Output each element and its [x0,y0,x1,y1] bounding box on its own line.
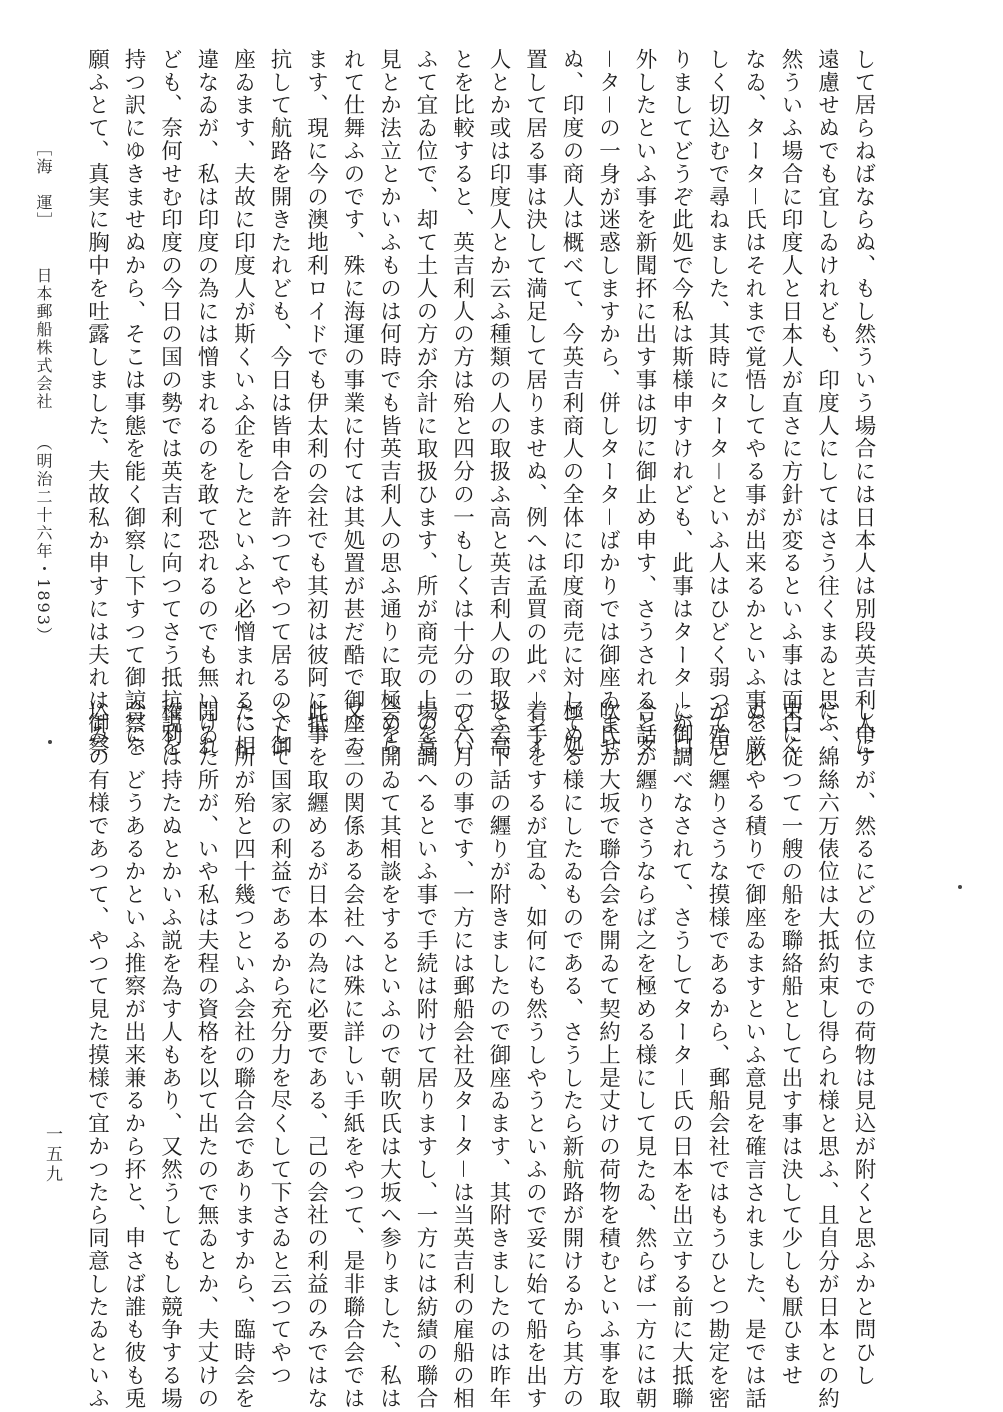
text-line: 違なゐが、私は印度の為には憎まれるのを敢て恐れるのでも無いけれ [194,48,219,758]
text-line: 束に従つて一艘の船を聯絡船として出す事は決して少しも厭ひませ [778,700,803,1387]
text-line: しく切込むで尋ねました、其時にタータ－といふ人はひどく弱つて居 [705,48,730,758]
text-line: 持つ訳にゆきませぬから、そこは事態を能く御察し下すつて御諒察を [121,48,146,758]
text-line: ぬ、必やる積りで御座ゐますといふ意見を確言されました、是では話 [741,700,767,1410]
text-line: 座ゐます、夫故に印度人が斯くいふ企をしたといふと必憎まれるに相 [230,48,256,758]
text-line: に御調べなされて、さうしてタータ－氏の日本を出立する前に大抵聯 [668,700,694,1410]
text-line: 着手をするが宜ゐ、如何にも然うしやうといふので妥に始て船を出す [522,700,548,1410]
text-line: ぬ、印度の商人は概べて、今英吉利商人の全体に印度商売に対して処 [559,48,584,758]
text-line: 場を調へるといふ事で手続は附けて居りますし、一方には紡績の聯合 [413,700,438,1410]
text-line: 置して居る事は決して満足して居りませぬ、例へは孟買の此パ－シイ [522,48,548,758]
text-line: ども、奈何せむ印度の今日の国の勢では英吉利に向つてさう抵抗説を [157,48,183,758]
running-head-year: （明治二十六年・1893） [34,434,53,645]
text-line: とを比較すると、英吉利人の方は殆と四分の一もしくは十分の二とい [449,48,475,758]
text-line: た、所が殆と四十幾つといふ会社の聯合会でありますから、臨時会を [230,700,256,1410]
text-line: 会を開ゐて其相談をするといふので朝吹氏は大坂へ参りました、私は [376,700,402,1410]
text-line: 遠慮せぬでも宜しゐけれども、印度人にしてはさう往くまゐと思ふ、 [814,48,840,758]
lower-text-block [84,700,881,1410]
text-line: 外したといふ事を新聞抔に出す事は切に御止め申す、さうされるとタ [632,48,657,758]
text-line: 開ゐた所が、いや私は夫程の資格を以て出たので無ゐとか、夫丈けの [194,700,219,1410]
page-number: 一五九 [42,1125,62,1185]
upper-text-block [84,48,881,758]
text-line: 抗して航路を開きたれども、今日は皆申合を許つてやつて居るので御 [267,48,292,758]
text-line: が殆と纒りさうな摸様であるから、郵船会社ではもうひとつ勘定を密 [705,700,730,1410]
text-line: なゐ、タータ－氏はそれまで覚悟してやる事が出来るかといふ事を厳 [741,48,767,758]
text-line: 又二三の関係ある会社へは殊に詳しい手紙をやつて、是非聯合会では [340,700,365,1410]
text-line: 然ういふ場合に印度人と日本人が直さに方針が変るといふ事は面白く [778,48,803,758]
text-line: に、綿絲六万俵位は大抵約束し得られ様と思ふ、且自分が日本との約 [814,700,840,1410]
text-line: 願ふとて、真実に胸中を吐露しました、夫故私か申すには夫れは御察 [84,48,110,758]
text-line: の六月の事です、一方には郵船会社及タータ－は当英吉利の雇船の相 [449,700,475,1410]
text-line: 合に、どうあるかといふ推察が出来兼るから抔と、申さば誰も彼も兎 [121,700,146,1410]
text-line: 見とか法立とかいふものは何時でも皆英吉利人の思ふ通りに取極めら [376,48,402,758]
text-line: くして国家の利益であるから充分力を尽くして下さゐと云つてやつ [267,700,292,1387]
text-line: ます、現に今の澳地利ロイドでも伊太利の会社でも其初は彼阿に抵 [303,48,329,735]
text-line: ふて宜ゐ位で、却て土人の方が余計に取扱ひます、所が商売の上の意 [413,48,438,758]
text-line: －タ－の一身が迷惑しますから、併しタータ－ばかりでは御座ゐませ [595,48,621,758]
running-head [33,140,53,645]
text-line: 込みの有様であつて、やつて見た摸様で宜かつたら同意したゐといふ [84,700,110,1410]
text-line: 人とか或は印度人とか云ふ種類の人の取扱ふ高と英吉利人の取扱ふ高 [486,48,511,758]
text-line: 権利は持たぬとかいふ説を為す人もあり、又然うしてもし競争する場 [157,700,183,1410]
text-line: 吹氏が大坂で聯合会を開ゐて契約上是丈けの荷物を積むといふ事を取 [595,700,621,1410]
print-speck [958,885,962,889]
text-line: 極める様にしたゐものである、さうしたら新航路が開けるから其方の [559,700,584,1410]
text-line: りましてどうぞ此処で今私は斯様申すけれども、此事はタータ－が口 [668,48,694,758]
text-line: し申すが、然るにどの位までの荷物は見込が附くと思ふかと問ひし [851,700,876,1387]
running-head-section: ［海 運］ [34,140,53,230]
text-line: して居らねばならぬ、もし然ういう場合には日本人は別段英吉利人に [851,48,876,758]
text-line: 此事を取纒めるが日本の為に必要である、己の会社の利益のみではな [303,700,329,1410]
print-speck [48,740,52,744]
text-line: と云下話の纒りが附きましたので御座ゐます、其附きましたのは昨年 [486,700,511,1410]
text-line: 合話が纒りさうならば之を極める様にして見たゐ、然らば一方には朝 [632,700,657,1410]
running-head-publisher: 日本郵船株式会社 [34,267,53,412]
text-line: れて仕舞ふのです、殊に海運の事業に付ては其処置が甚だ酷で御座ゐ [340,48,365,758]
